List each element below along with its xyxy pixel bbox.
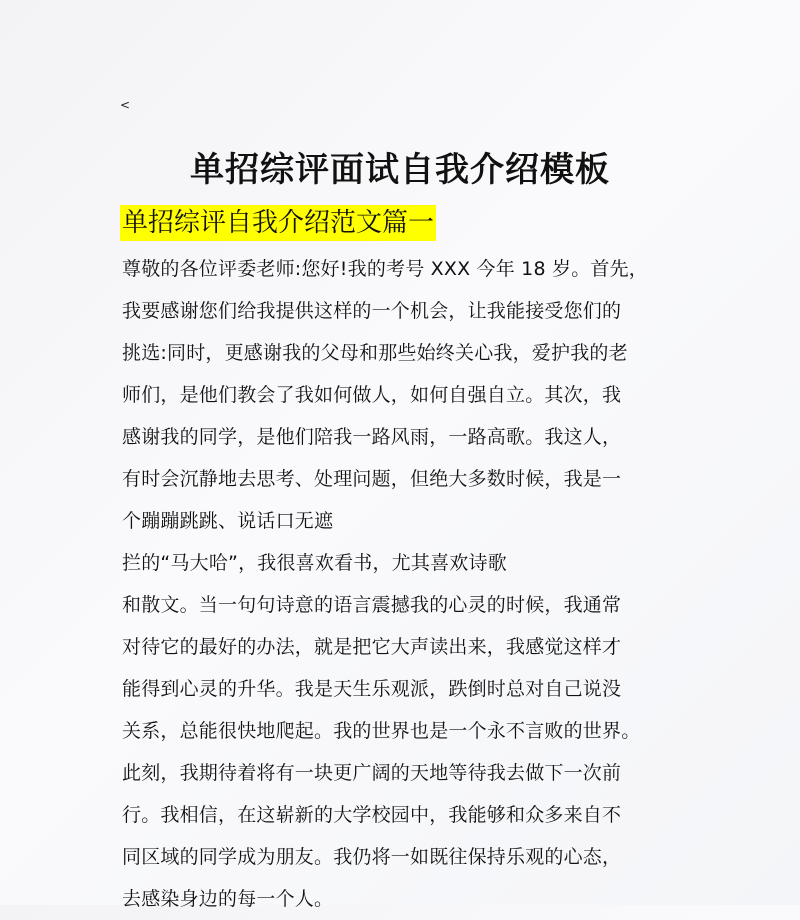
body-line: 感谢我的同学，是他们陪我一路风雨，一路高歌。我这人， (122, 426, 622, 448)
body-line: 行。我相信，在这崭新的大学校园中，我能够和众多来自不 (122, 804, 622, 826)
body-line: 对待它的最好的办法，就是把它大声读出来，我感觉这样才 (122, 636, 622, 658)
body-line: 同区域的同学成为朋友。我仍将一如既往保持乐观的心态， (122, 846, 622, 868)
body-line: 我要感谢您们给我提供这样的一个机会，让我能接受您们的 (122, 300, 622, 322)
body-line: 拦的“马大哈”，我很喜欢看书，尤其喜欢诗歌 (122, 552, 507, 574)
body-line: 能得到心灵的升华。我是天生乐观派，跌倒时总对自己说没 (122, 678, 622, 700)
body-line: 此刻，我期待着将有一块更广阔的天地等待我去做下一次前 (122, 762, 622, 784)
body-line: 关系，总能很快地爬起。我的世界也是一个永不言败的世界。 (122, 720, 641, 742)
body-line: 去感染身边的每一个人。 (122, 888, 334, 910)
body-line: 师们，是他们教会了我如何做人，如何自强自立。其次，我 (122, 384, 622, 406)
document-body (122, 248, 682, 920)
body-line: 个蹦蹦跳跳、说话口无遮 (122, 510, 334, 532)
section-heading-highlighted: 单招综评自我介绍范文篇一 (120, 205, 436, 241)
corner-mark: < (120, 98, 131, 112)
body-line: 尊敬的各位评委老师:您好!我的考号 XXX 今年 18 岁。首先， (122, 258, 649, 280)
body-line: 和散文。当一句句诗意的语言震撼我的心灵的时候，我通常 (122, 594, 622, 616)
body-line: 挑选:同时，更感谢我的父母和那些始终关心我，爱护我的老 (122, 342, 628, 364)
document-title: 单招综评面试自我介绍模板 (190, 150, 610, 190)
body-line: 有时会沉静地去思考、处理问题，但绝大多数时候，我是一 (122, 468, 622, 490)
